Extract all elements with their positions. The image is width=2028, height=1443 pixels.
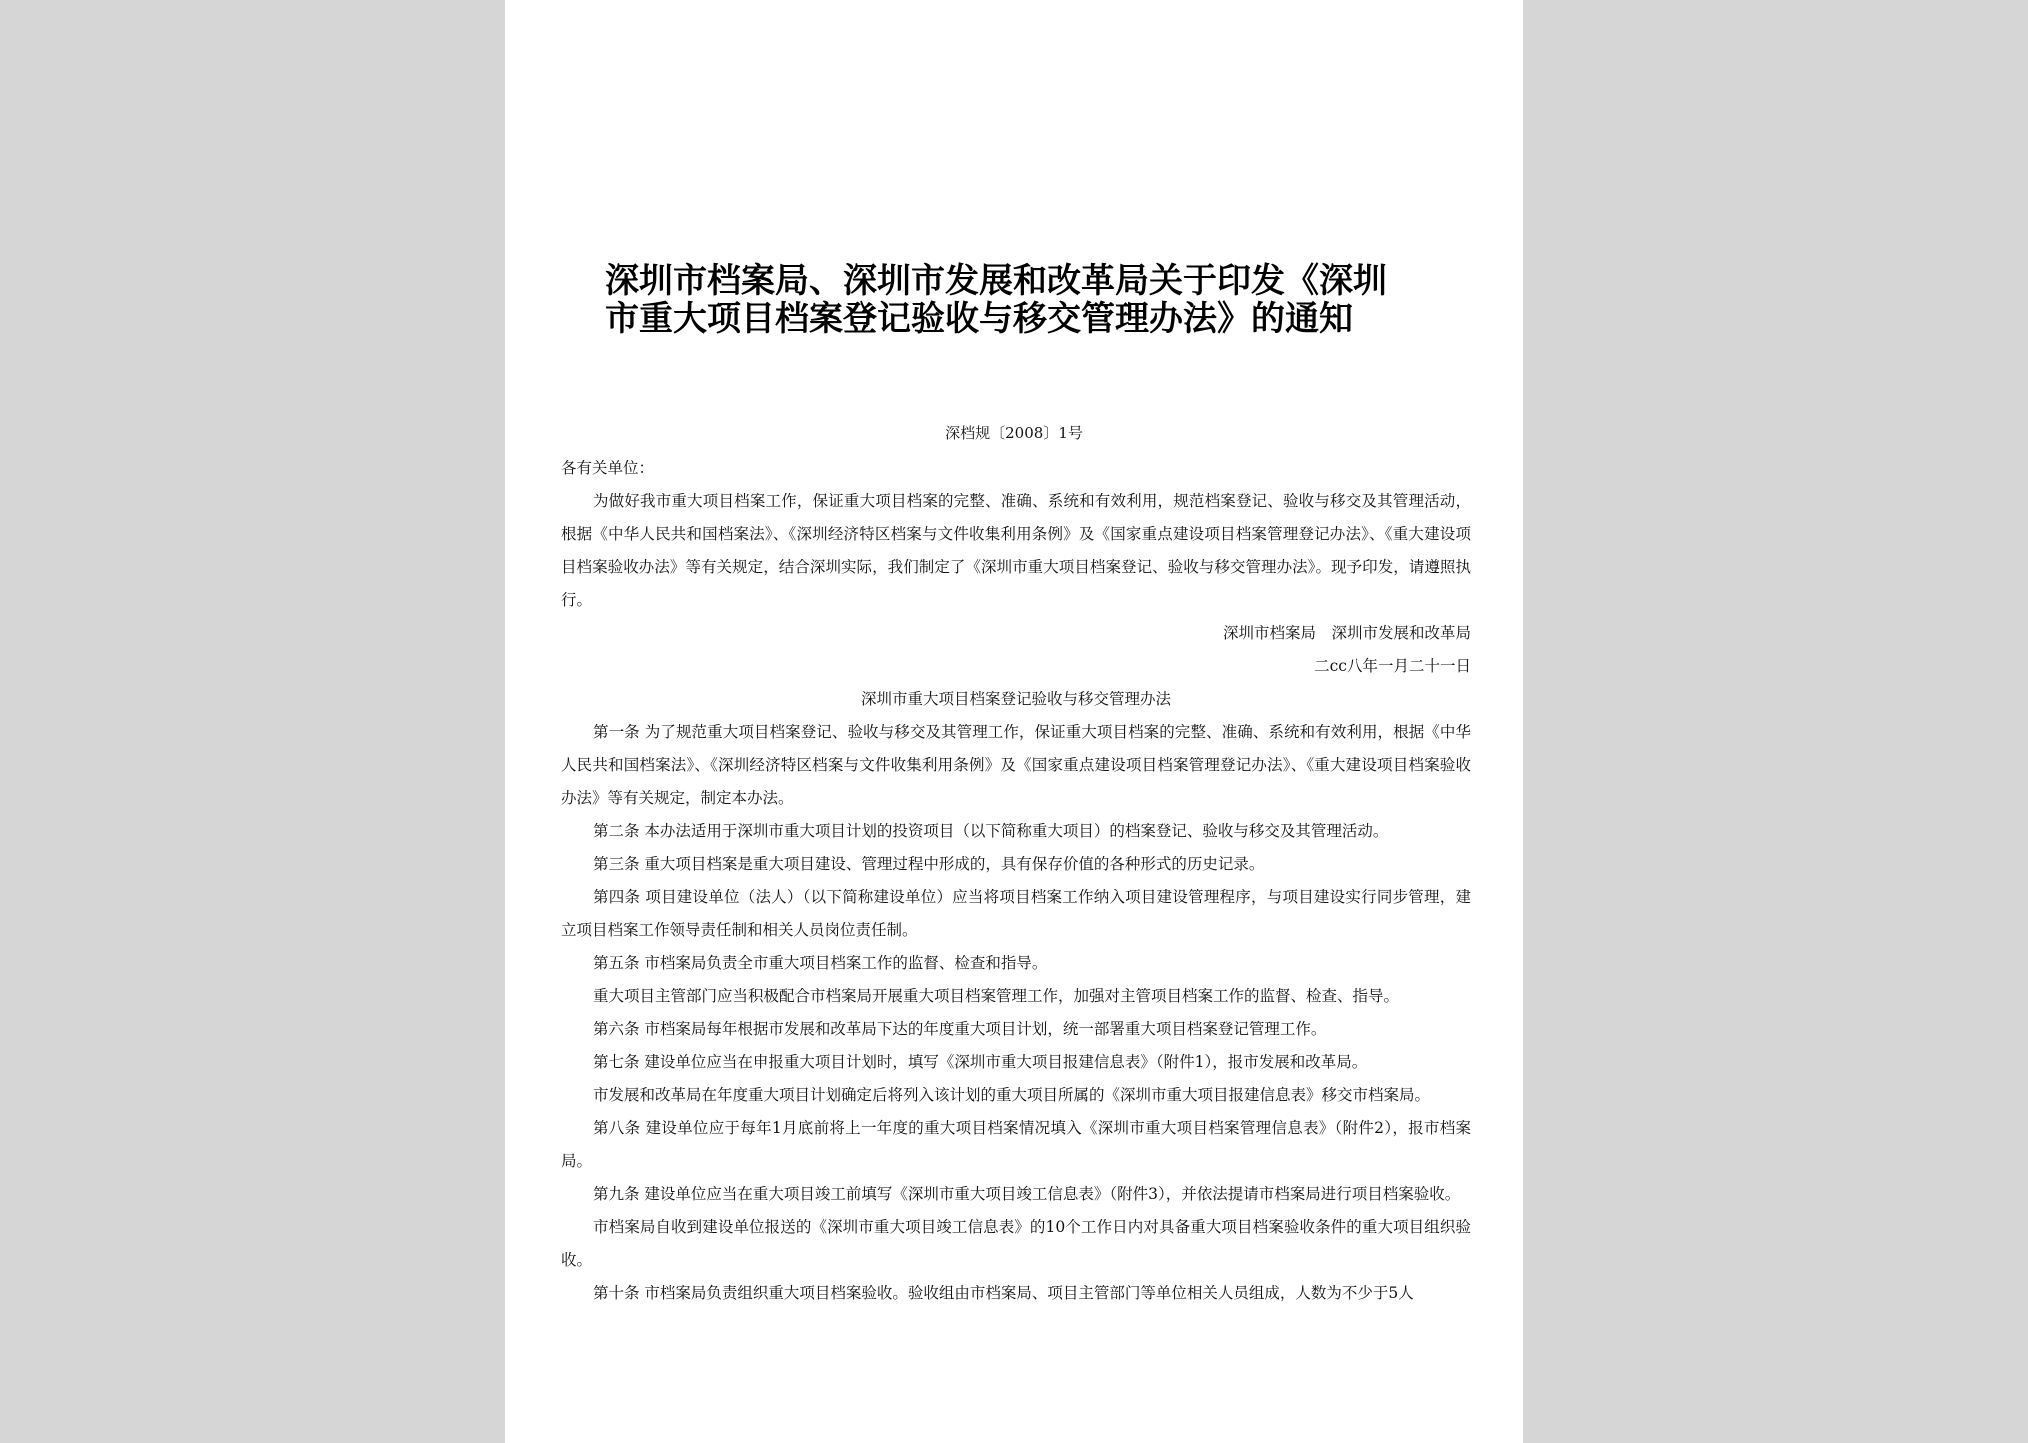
article-paragraph: 第六条 市档案局每年根据市发展和改革局下达的年度重大项目计划，统一部署重大项目档案登记管理工作。 <box>593 1020 1327 1038</box>
issue-date: 二cc八年一月二十一日 <box>1314 657 1471 675</box>
document-number: 深档规〔2008〕1号 <box>945 424 1083 442</box>
article-paragraph: 第八条 建设单位应于每年1月底前将上一年度的重大项目档案情况填入《深圳市重大项目档案管理信息表》（附件2），报市档案局。 <box>561 1119 1471 1170</box>
article-paragraph: 第三条 重大项目档案是重大项目建设、管理过程中形成的，具有保存价值的各种形式的历史记录。 <box>593 855 1265 873</box>
document-body <box>561 452 1471 1310</box>
article-paragraph: 第二条 本办法适用于深圳市重大项目计划的投资项目（以下简称重大项目）的档案登记、验收与移交及其管理活动。 <box>593 822 1389 840</box>
salutation: 各有关单位： <box>561 459 655 477</box>
article-paragraph: 第一条 为了规范重大项目档案登记、验收与移交及其管理工作，保证重大项目档案的完整、准确、系统和有效利用，根据《中华人民共和国档案法》、《深圳经济特区档案与文件收集利用条例》及《国家重点建设项目档案管理登记办法》、《重大建设项目档案验收办法》等有关规定，制定本办法。 <box>561 723 1471 807</box>
document-page <box>505 0 1523 1443</box>
document-title-line-1: 深圳市档案局、深圳市发展和改革局关于印发《深圳 <box>605 261 1387 301</box>
article-paragraph: 第七条 建设单位应当在申报重大项目计划时，填写《深圳市重大项目报建信息表》（附件1），报市发展和改革局。 <box>593 1053 1368 1071</box>
regulation-title: 深圳市重大项目档案登记验收与移交管理办法 <box>860 690 1171 708</box>
article-paragraph: 第十条 市档案局负责组织重大项目档案验收。验收组由市档案局、项目主管部门等单位相关人员组成，人数为不少于5人 <box>593 1284 1414 1302</box>
article-paragraph: 重大项目主管部门应当积极配合市档案局开展重大项目档案管理工作，加强对主管项目档案工作的监督、检查、指导。 <box>593 987 1400 1005</box>
article-paragraph: 第五条 市档案局负责全市重大项目档案工作的监督、检查和指导。 <box>593 954 1048 972</box>
article-paragraph: 市发展和改革局在年度重大项目计划确定后将列入该计划的重大项目所属的《深圳市重大项目报建信息表》移交市档案局。 <box>593 1086 1431 1104</box>
signers: 深圳市档案局 深圳市发展和改革局 <box>1222 624 1471 642</box>
article-paragraph: 第四条 项目建设单位（法人）（以下简称建设单位）应当将项目档案工作纳入项目建设管理程序，与项目建设实行同步管理，建立项目档案工作领导责任制和相关人员岗位责任制。 <box>561 888 1471 939</box>
article-paragraph: 市档案局自收到建设单位报送的《深圳市重大项目竣工信息表》的10个工作日内对具备重大项目档案验收条件的重大项目组织验收。 <box>561 1218 1471 1269</box>
document-title <box>605 262 1425 338</box>
article-paragraph: 第九条 建设单位应当在重大项目竣工前填写《深圳市重大项目竣工信息表》（附件3），并依法提请市档案局进行项目档案验收。 <box>593 1185 1461 1203</box>
document-title-line-2: 市重大项目档案登记验收与移交管理办法》的通知 <box>605 299 1353 339</box>
intro-paragraph: 为做好我市重大项目档案工作，保证重大项目档案的完整、准确、系统和有效利用，规范档案登记、验收与移交及其管理活动，根据《中华人民共和国档案法》、《深圳经济特区档案与文件收集利用条例》及《国家重点建设项目档案管理登记办法》、《重大建设项目档案验收办法》等有关规定，结合深圳实际，我们制定了《深圳市重大项目档案登记、验收与移交管理办法》。现予印发，请遵照执行。 <box>561 492 1471 609</box>
